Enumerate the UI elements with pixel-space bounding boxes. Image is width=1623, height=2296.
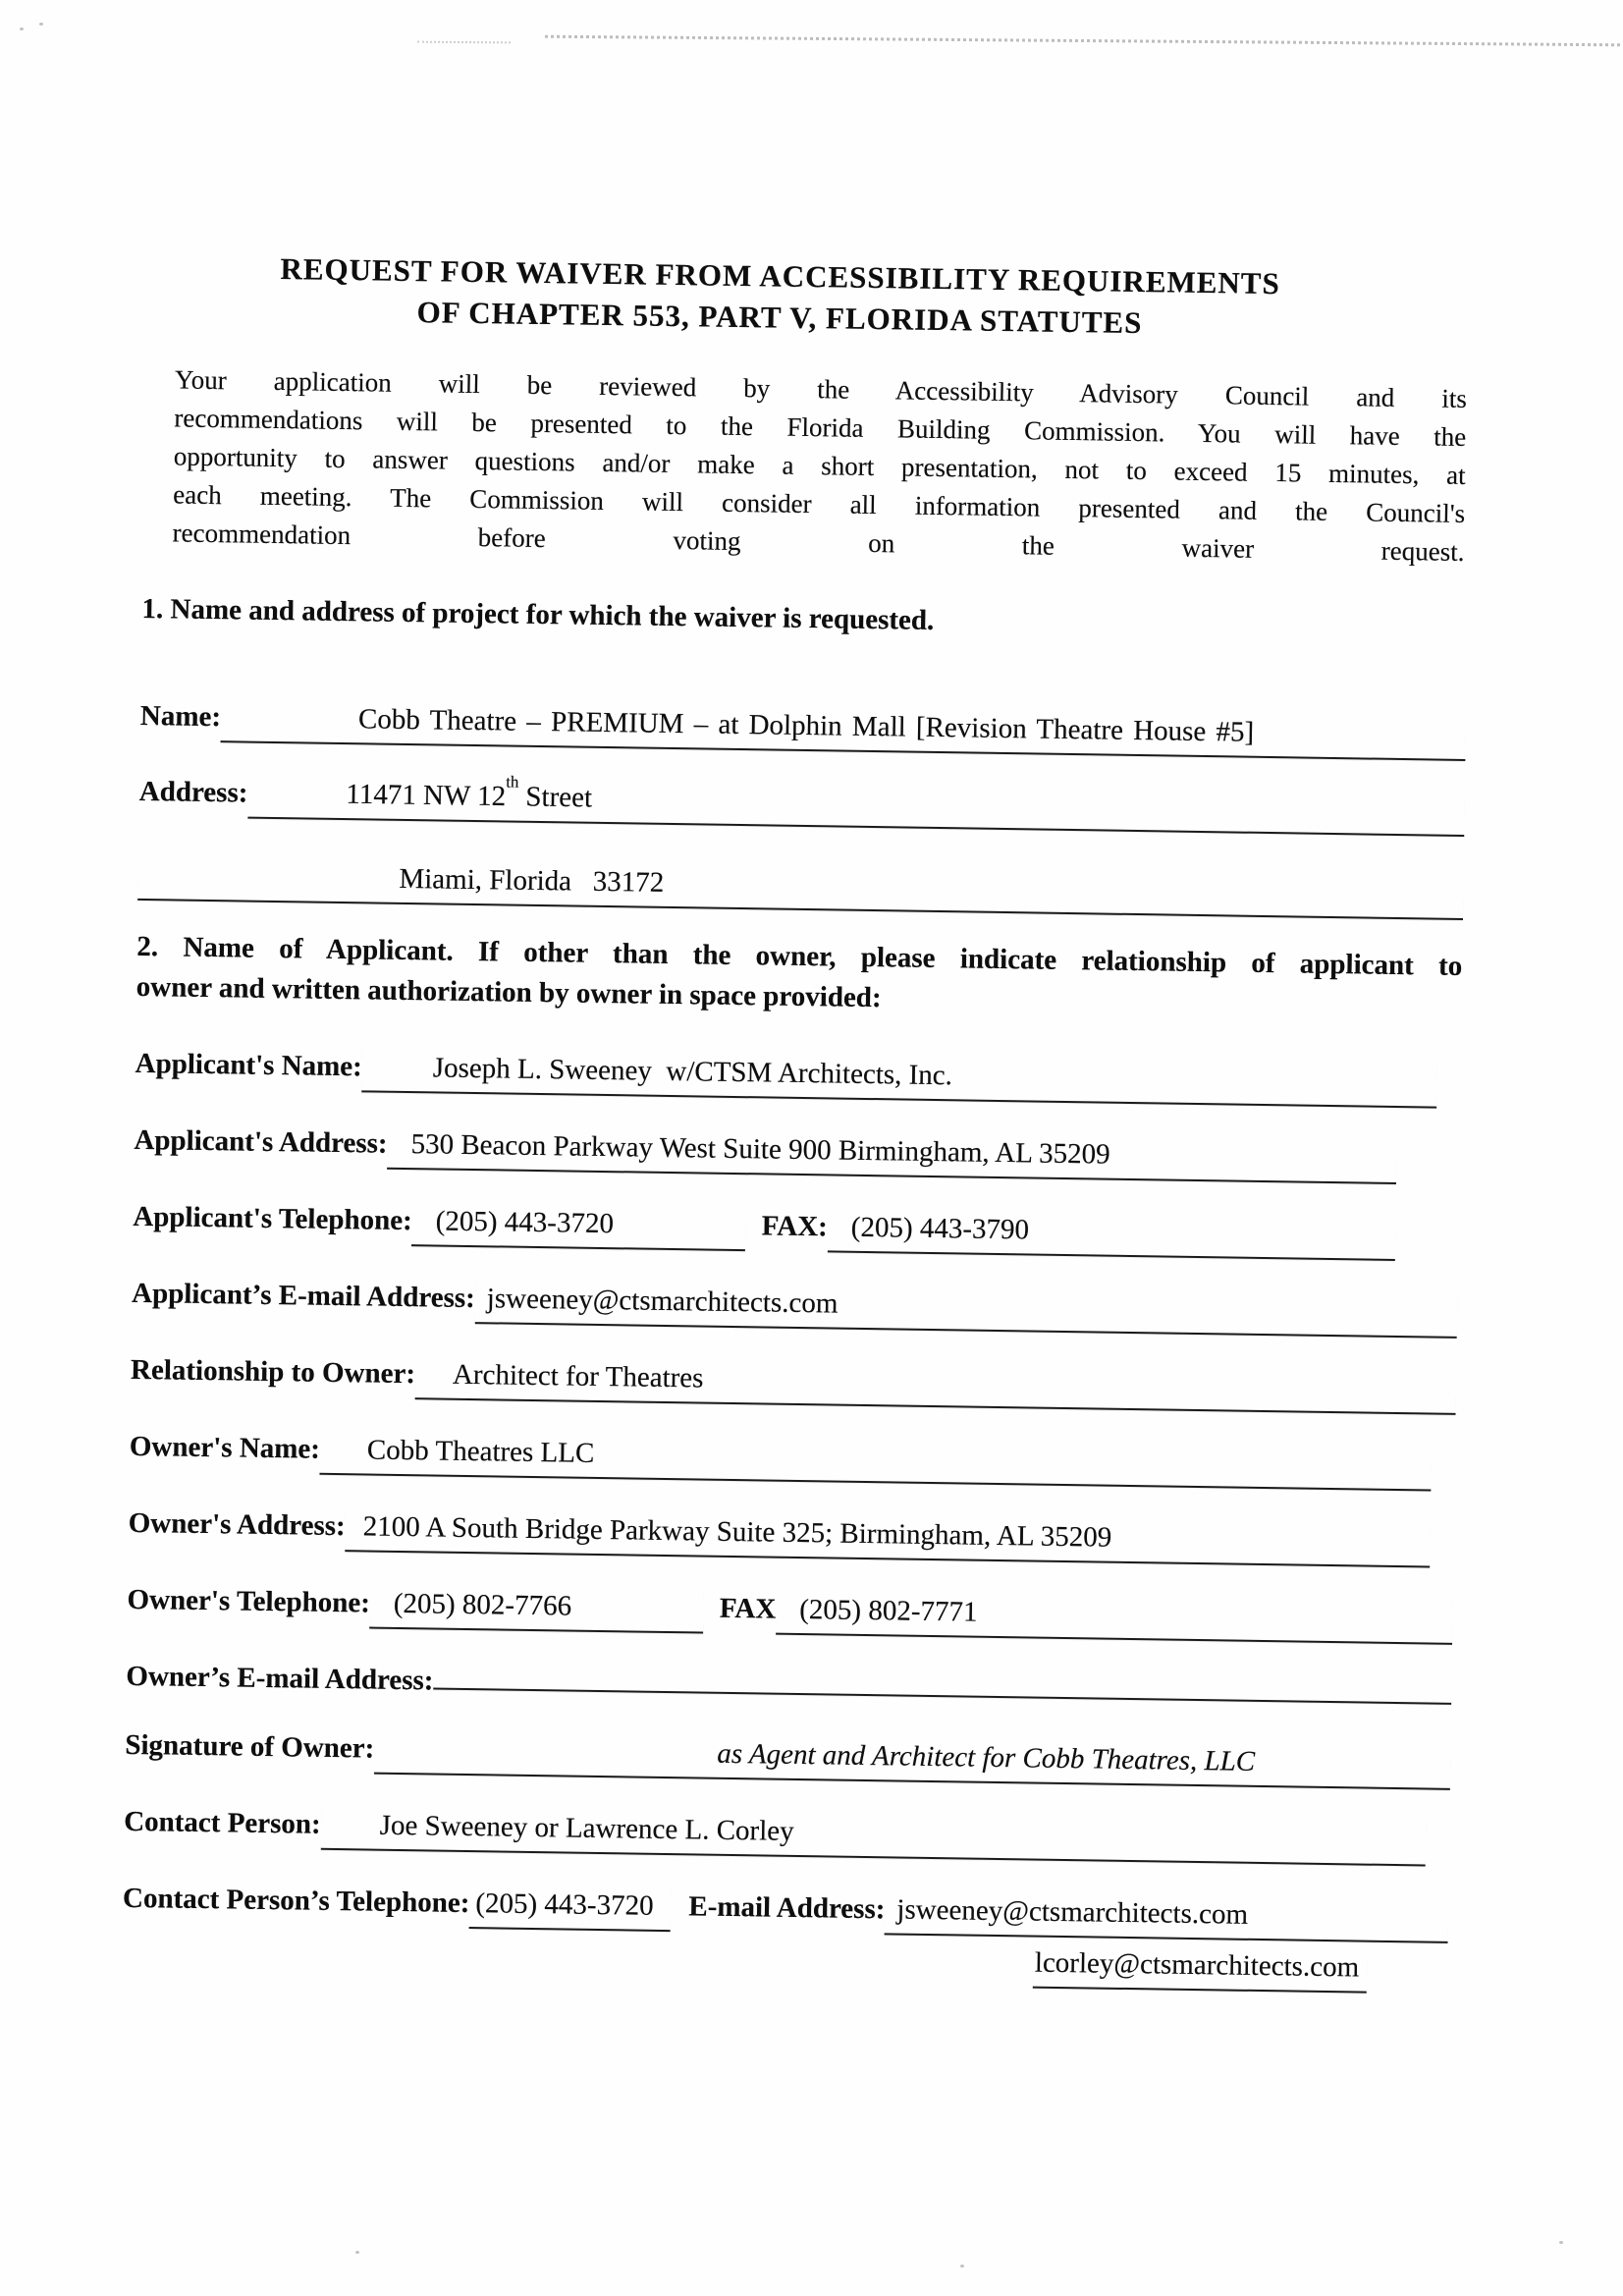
applicant-name-label: Applicant's Name: bbox=[135, 1047, 363, 1082]
project-name-value: Cobb Theatre – PREMIUM – at Dolphin Mall [Revision Theatre House #5] bbox=[221, 699, 1466, 761]
section-2-heading-line-2: owner and written authorization by owner in space provided: bbox=[135, 970, 882, 1013]
field-row-owner-address bbox=[128, 1505, 1454, 1568]
section-2-heading-line-1: 2. Name of Applicant. If other than the owner, please indicate relationship of applicant to bbox=[136, 930, 1463, 982]
field-row-project-address bbox=[138, 767, 1465, 837]
applicant-fax-label: FAX: bbox=[761, 1210, 829, 1243]
scan-speck bbox=[960, 2265, 964, 2268]
contact-email-label: E-mail Address: bbox=[688, 1890, 886, 1925]
intro-line-5: recommendation before voting on the waiver request. bbox=[172, 518, 1465, 567]
signature-agent-note: as Agent and Architect for Cobb Theatres, LLC bbox=[374, 1730, 1451, 1789]
contact-person-label: Contact Person: bbox=[123, 1805, 321, 1840]
owner-email-label: Owner’s E-mail Address: bbox=[126, 1660, 434, 1697]
page-title bbox=[146, 246, 1414, 348]
relationship-label: Relationship to Owner: bbox=[130, 1353, 416, 1390]
owner-address-value: 2100 A South Bridge Parkway Suite 325; Birmingham, AL 35209 bbox=[345, 1508, 1431, 1567]
applicant-telephone-label: Applicant's Telephone: bbox=[133, 1200, 412, 1236]
field-row-applicant-telephone bbox=[133, 1199, 1459, 1262]
project-address-street-name: Street bbox=[517, 781, 593, 814]
applicant-email-label: Applicant’s E-mail Address: bbox=[131, 1277, 476, 1314]
scan-speck bbox=[20, 27, 24, 30]
owner-email-value bbox=[433, 1681, 1451, 1704]
field-row-owner-name bbox=[129, 1429, 1455, 1492]
field-row-applicant-email bbox=[132, 1276, 1458, 1339]
page-title-line-1: REQUEST FOR WAIVER FROM ACCESSIBILITY REQUIREMENTS bbox=[280, 251, 1281, 301]
form-content bbox=[122, 246, 1473, 1994]
owner-name-value: Cobb Theatres LLC bbox=[320, 1431, 1432, 1491]
section-1-heading: 1. Name and address of project for which the waiver is requested. bbox=[141, 592, 935, 636]
applicant-address-label: Applicant's Address: bbox=[134, 1123, 388, 1160]
field-row-owner-email bbox=[126, 1658, 1451, 1713]
scan-artifact-line bbox=[417, 41, 511, 44]
owner-telephone-label: Owner's Telephone: bbox=[127, 1583, 371, 1619]
field-row-project-name bbox=[140, 698, 1467, 761]
owner-telephone-value: (205) 802-7766 bbox=[369, 1585, 704, 1633]
contact-email-value-2: lcorley@ctsmarchitects.com bbox=[1033, 1944, 1368, 1993]
field-row-contact-person bbox=[124, 1803, 1450, 1866]
applicant-fax-value: (205) 443-3790 bbox=[827, 1209, 1395, 1261]
project-city-value: Miami, Florida 33172 bbox=[137, 857, 1464, 920]
applicant-address-value: 530 Beacon Parkway West Suite 900 Birmingham, AL 35209 bbox=[387, 1125, 1396, 1183]
owner-fax-label: FAX bbox=[719, 1592, 777, 1625]
intro-line-4: each meeting. The Commission will consider all information presented and the Council's bbox=[173, 479, 1466, 528]
project-address-value bbox=[247, 769, 1465, 837]
scan-speck bbox=[355, 2251, 359, 2254]
contact-telephone-value: (205) 443-3720 bbox=[469, 1886, 672, 1932]
intro-line-1: Your application will be reviewed by the Accessibility Advisory Council and its bbox=[174, 364, 1468, 413]
field-row-applicant-name bbox=[135, 1046, 1461, 1109]
applicant-name-value: Joseph L. Sweeney w/CTSM Architects, Inc. bbox=[361, 1049, 1436, 1108]
owner-fax-value: (205) 802-7771 bbox=[776, 1591, 1453, 1644]
contact-telephone-label: Contact Person’s Telephone: bbox=[122, 1882, 470, 1919]
project-address-street-number: 11471 NW 12 bbox=[346, 778, 507, 813]
signature-of-owner-label: Signature of Owner: bbox=[125, 1728, 375, 1765]
contact-person-value: Joe Sweeney or Lawrence L. Corley bbox=[320, 1806, 1426, 1866]
field-row-applicant-address bbox=[134, 1122, 1460, 1185]
scan-speck bbox=[1559, 2241, 1563, 2244]
project-address-label: Address: bbox=[138, 775, 248, 809]
intro-paragraph bbox=[172, 360, 1467, 572]
section-2-heading bbox=[136, 927, 1463, 1027]
field-row-contact-email-2 bbox=[122, 1931, 1448, 1994]
field-row-owner-telephone bbox=[127, 1582, 1453, 1645]
owner-address-label: Owner's Address: bbox=[128, 1506, 346, 1542]
project-name-label: Name: bbox=[139, 699, 222, 734]
contact-email-value-1: jsweeney@ctsmarchitects.com bbox=[885, 1891, 1448, 1943]
owner-name-label: Owner's Name: bbox=[129, 1430, 321, 1465]
applicant-email-value: jsweeney@ctsmarchitects.com bbox=[474, 1281, 1457, 1339]
field-row-project-city bbox=[137, 857, 1464, 920]
page-title-line-2: OF CHAPTER 553, PART V, FLORIDA STATUTES bbox=[416, 295, 1143, 341]
field-row-relationship-to-owner bbox=[131, 1352, 1457, 1415]
applicant-telephone-value: (205) 443-3720 bbox=[411, 1203, 746, 1251]
intro-line-2: recommendations will be presented to the Florida Building Commission. You will have the bbox=[174, 403, 1467, 452]
relationship-value: Architect for Theatres bbox=[415, 1356, 1457, 1415]
field-row-owner-signature bbox=[125, 1726, 1451, 1789]
project-address-ordinal: th bbox=[506, 772, 519, 792]
scan-speck bbox=[39, 23, 43, 26]
intro-line-3: opportunity to answer questions and/or make a short presentation, not to exceed 15 minutes, at bbox=[173, 441, 1466, 490]
scan-artifact-line bbox=[545, 35, 1620, 47]
